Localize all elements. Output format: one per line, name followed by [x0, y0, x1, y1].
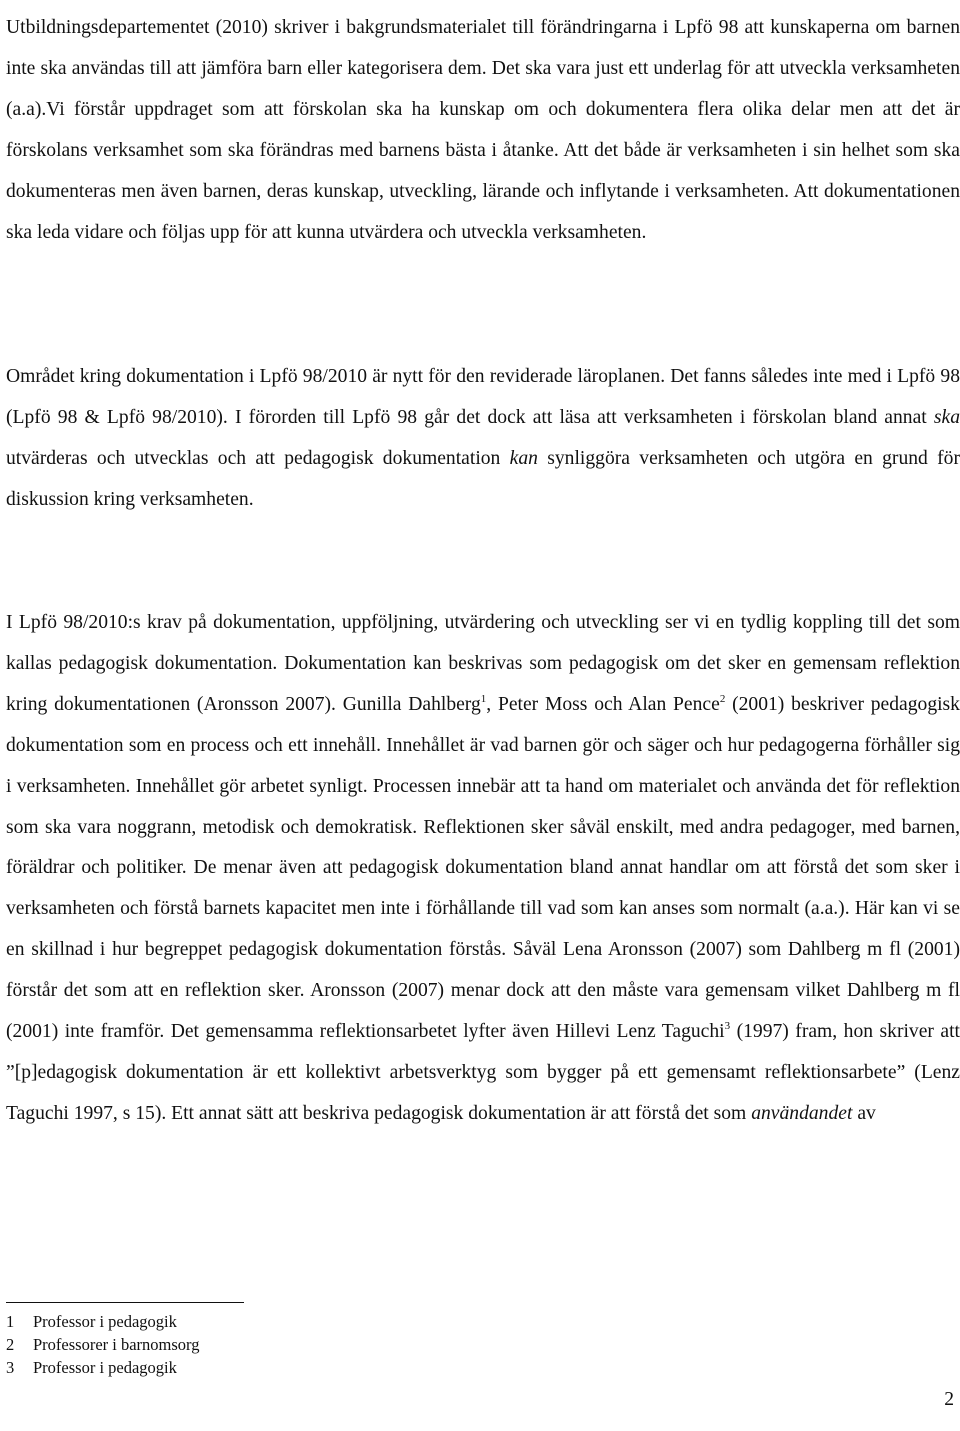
footnotes	[6, 1310, 606, 1379]
footnote-number: 3	[6, 1358, 15, 1377]
footnote-number: 1	[6, 1312, 15, 1331]
paragraph-2-part-a: Området kring dokumentation i Lpfö 98/2010 är nytt för den reviderade läroplanen. Det fanns således inte med i Lpfö 98 (Lpfö 98 & Lpfö 98/2010). I förorden till Lpfö 98 går det dock att läsa att verksamheten i förskolan bland annat	[6, 366, 960, 428]
paragraph-3-part-c: (2001) beskriver pedagogisk dokumentation som en process och ett innehåll. Innehållet är vad barnen gör och säger och hur pedagogerna förhåller sig i verksamheten. Innehållet gör arbetet synligt. Processen innebär att ta hand om materialet och använda det för reflektion som ska vara noggrann, metodisk och demokratisk. Reflektionen sker såväl enskilt, med andra pedagoger, med barnen, föräldrar och politiker. De menar även att pedagogisk dokumentation bland annat handlar om att förstå det som sker i verksamheten och förstå barnets kapacitet men inte i förhållande till vad som kan anses som normalt (a.a.). Här kan vi se en skillnad i hur begreppet pedagogisk dokumentation förstås. Såväl Lena Aronsson (2007) som Dahlberg m fl (2001) förstår det som att en reflektion sker. Aronsson (2007) menar dock att den måste vara gemensam vilket Dahlberg m fl (2001) inte framför. Det gemensamma reflektionsarbetet lyfter även Hillevi Lenz Taguchi	[6, 693, 960, 1043]
footnote-divider	[6, 1302, 244, 1303]
paragraph-1-part-a: Utbildningsdepartementet (2010) skriver i bakgrundsmaterialet till förändringarna i Lpfö 98 att kunskaperna om barnen inte ska användas till att jämföra barn eller kategorisera dem. Det ska vara just ett underlag för att utveckla verksamheten (a.a).	[6, 17, 960, 120]
paragraph-2-emphasis-kan: kan	[509, 447, 538, 469]
paragraph-3-part-b: , Peter Moss och Alan Pence	[486, 693, 720, 715]
paragraph-3	[6, 603, 960, 1135]
footnote-item	[6, 1310, 606, 1333]
paragraph-2-part-c: synliggöra verksamheten och utgöra en grund för diskussion kring verksamheten.	[6, 447, 960, 510]
paragraph-1-part-c: Att det både är verksamheten i sin helhet som ska dokumenteras men även barnen, deras kunskap, utveckling, lärande och inflytande i verksamheten. Att dokumentationen ska leda vidare och följas upp för att kunna utvärdera och utveckla verksamheten.	[6, 139, 960, 243]
footnote-number: 2	[6, 1335, 15, 1354]
footnote-ref-2: 2	[719, 692, 726, 705]
footnote-item	[6, 1356, 606, 1379]
paragraph-2	[6, 357, 960, 521]
paragraph-2-emphasis-ska: ska	[933, 406, 960, 428]
paragraph-3-part-a: I Lpfö 98/2010:s krav på dokumentation, uppföljning, utvärdering och utveckling ser vi en tydlig koppling till det som kallas pedagogisk dokumentation. Dokumentation kan beskrivas som pedagogisk om det sker en gemensam reflektion kring dokumentationen (Aronsson 2007). Gunilla Dahlberg	[6, 612, 960, 715]
footnote-text: Professor i pedagogik	[33, 1358, 177, 1377]
footnote-item	[6, 1333, 606, 1356]
footnote-ref-1: 1	[480, 692, 487, 705]
page-number: 2	[944, 1389, 954, 1410]
paragraph-3-part-e: av	[852, 1102, 876, 1124]
paragraph-1	[6, 8, 960, 253]
paragraph-3-emphasis-anvandandet: användandet	[751, 1102, 853, 1124]
paragraph-2-part-b: utvärderas och utvecklas och att pedagogisk dokumentation	[6, 447, 510, 469]
footnote-text: Professor i pedagogik	[33, 1312, 177, 1331]
footnote-text: Professorer i barnomsorg	[33, 1335, 200, 1354]
paragraph-1-part-b: Vi förstår uppdraget som att förskolan ska ha kunskap om och dokumentera flera olika delar men att det är förskolans verksamhet som ska förändras med barnens bästa i åtanke.	[6, 98, 960, 161]
footnote-ref-3: 3	[724, 1020, 731, 1033]
paragraph-3-part-d: (1997) fram, hon skriver att ”[p]edagogisk dokumentation är ett kollektivt arbetsverktyg som bygger på ett gemensamt reflektionsarbete” (Lenz Taguchi 1997, s 15). Ett annat sätt att beskriva pedagogisk dokumentation är att förstå det som	[6, 1021, 960, 1124]
